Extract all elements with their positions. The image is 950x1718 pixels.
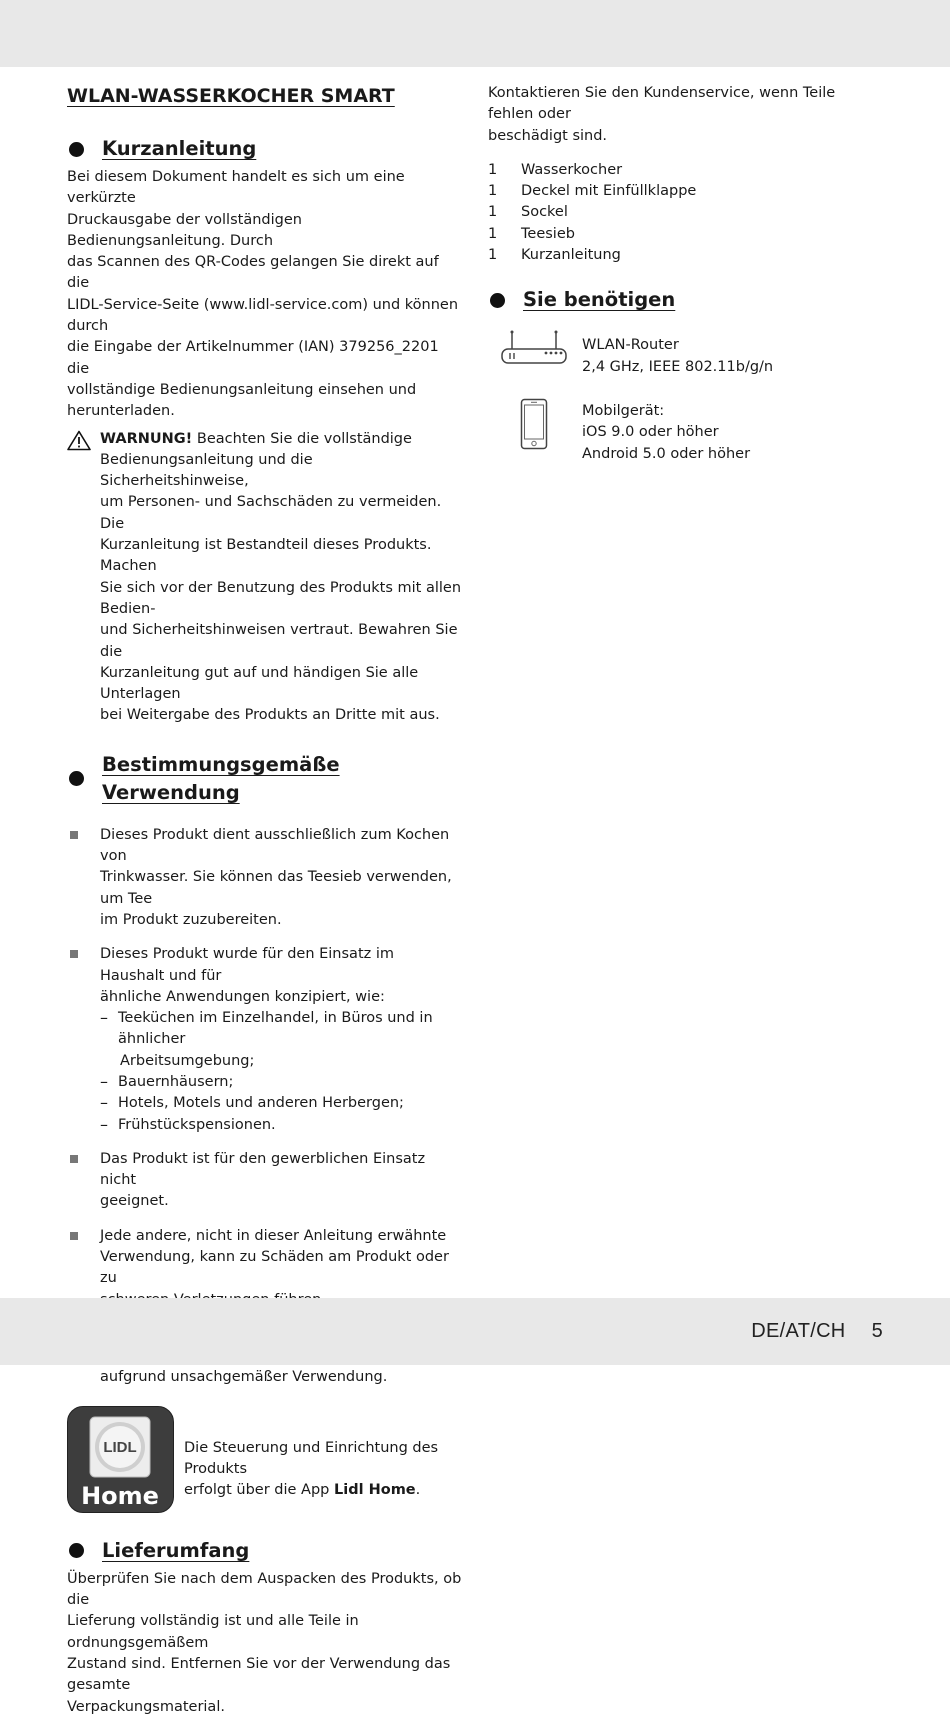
list-item [488,160,883,181]
region-label: DE/AT/CH [751,1320,846,1342]
delivery-list [488,160,883,266]
warning-block [67,429,462,727]
heading-text: Bestimmungsgemäße Verwendung [102,752,340,804]
text-line: Verpackungsmaterial. [67,1698,225,1715]
app-name: Lidl Home [333,1482,416,1499]
text-line: Lieferung vollständig ist und alle Teile in ordnungsgemäßem [67,1613,359,1651]
router-icon [500,329,568,371]
kurzanleitung-text [67,167,462,423]
page-number: 5 [871,1320,883,1342]
item-qty: 1 [488,161,498,178]
section-heading-benoetigen [488,286,883,314]
warning-line: und Sicherheitshinweisen vertraut. Bewahren Sie die [100,622,458,660]
text-line: LIDL-Service-Seite (www.lidl-service.com) und können durch [67,296,459,335]
item-qty: 1 [488,247,498,264]
list-item [488,202,883,223]
text-line: vollständige Bedienungsanleitung einsehen und herunterladen. [67,381,417,420]
item-qty: 1 [488,183,498,200]
text-line: Das Produkt ist für den gewerblichen Einsatz nicht [100,1150,426,1189]
square-bullet-icon [70,1232,78,1240]
text-line: Dieses Produkt wurde für den Einsatz im Haushalt und für [100,946,395,984]
item-name: Teesieb [521,225,575,242]
text-line [184,1480,474,1501]
lidl-home-app-icon [67,1406,174,1513]
item-name: Wasserkocher [521,161,623,178]
list-item [488,181,883,202]
text-line: Android 5.0 oder höher [582,445,751,462]
warning-line: um Personen- und Sachschäden zu vermeiden. Die [100,494,442,532]
right-column [488,83,883,465]
text-line: WLAN-Router [582,337,679,354]
bullet-dot-icon [69,771,84,786]
item-name: Kurzanleitung [521,247,621,264]
contact-text [488,83,883,147]
requirement-mobile [488,401,883,465]
page-footer [751,1320,883,1343]
text-line: Zustand sind. Entfernen Sie vor der Verwendung das gesamte [67,1656,451,1694]
item-qty: 1 [488,204,498,221]
warning-line: Kurzanleitung ist Bestandteil dieses Produkts. Machen [100,537,432,575]
text-line: die Eingabe der Artikelnummer (IAN) 379256_2201 die [67,339,439,377]
text-line: Bauernhäusern; [118,1073,234,1090]
text-span: . [415,1482,421,1499]
warning-first-text: Beachten Sie die vollständige [192,430,412,447]
text-line: iOS 9.0 oder höher [582,424,719,441]
heading-text: Sie benötigen [523,288,676,312]
item-qty: 1 [488,225,498,242]
warning-line: Bedienungsanleitung und die Sicherheitshinweise, [100,451,313,490]
text-line: das Scannen des QR-Codes gelangen Sie direkt auf die [67,254,439,292]
dash-item [100,1008,462,1072]
dash-mark: – [100,1093,108,1113]
text-line: Kontaktieren Sie den Kundenservice, wenn Teile fehlen oder [488,85,836,123]
text-line: aufgrund unsachgemäßer Verwendung. [100,1368,388,1385]
warning-line: Sie sich vor der Benutzung des Produkts mit allen Bedien- [100,579,462,617]
lidl-home-logo-icon [68,1407,173,1512]
text-line: Jede andere, nicht in dieser Anleitung erwähnte [100,1227,447,1244]
document-title: WLAN-WASSERKOCHER SMART [67,85,395,107]
dash-mark: – [100,1071,108,1091]
requirement-router [488,335,883,378]
text-line: ähnliche Anwendungen konzipiert, wie: [100,988,385,1005]
warning-line: bei Weitergabe des Produkts an Dritte mit aus. [100,707,440,724]
warning-triangle-icon [67,430,91,451]
item-name: Deckel mit Einfüllklappe [521,183,697,200]
text-line: Frühstückspensionen. [118,1116,276,1133]
list-item [488,224,883,245]
list-item [67,944,462,1136]
dash-mark: – [100,1114,108,1134]
text-line: Verwendung, kann zu Schäden am Produkt oder zu [100,1249,449,1287]
text-line: geeignet. [100,1193,169,1210]
item-name: Sockel [521,204,568,221]
header-band [0,0,950,67]
section-heading-kurzanleitung [67,135,462,163]
heading-text: Lieferumfang [102,1538,250,1562]
warning-line: Kurzanleitung gut auf und händigen Sie alle Unterlagen [100,664,419,703]
logo-home-text: Home [81,1481,159,1510]
warning-label: WARNUNG! [100,430,193,447]
square-bullet-icon [70,831,78,839]
text-span: erfolgt über die App [184,1482,334,1499]
text-line: Die Steuerung und Einrichtung des Produkts [184,1439,439,1478]
text-line: Bei diesem Dokument handelt es sich um eine verkürzte [67,169,405,207]
app-text [184,1438,474,1502]
text-line: Dieses Produkt dient ausschließlich zum Kochen von [100,826,450,865]
bullet-dot-icon [69,1543,84,1558]
text-line: Trinkwasser. Sie können das Teesieb verwenden, um Tee [100,869,452,907]
left-column [67,83,462,1718]
text-line: beschädigt sind. [488,127,608,144]
smartphone-icon [520,398,548,450]
warning-line [100,429,462,450]
dash-item [100,1072,462,1093]
text-line: Überprüfen Sie nach dem Auspacken des Produkts, ob die [67,1570,462,1609]
section-heading-lieferumfang [67,1537,462,1565]
list-item [67,1149,462,1213]
text-line: Hotels, Motels und anderen Herbergen; [118,1095,404,1112]
dash-mark: – [100,1008,108,1028]
text-line: Druckausgabe der vollständigen Bedienungsanleitung. Durch [67,211,302,249]
square-bullet-icon [70,950,78,958]
logo-brand-text: LIDL [103,1438,137,1456]
text-line: Mobilgerät: [582,402,665,419]
text-line: Teeküchen im Einzelhandel, in Büros und in ähnlicher [118,1010,433,1048]
dash-item [100,1093,462,1114]
dash-item [100,1115,462,1136]
section-heading-verwendung [67,751,462,807]
bullet-dot-icon [490,293,505,308]
text-line: im Produkt zuzubereiten. [100,911,282,928]
bullet-dot-icon [69,142,84,157]
lieferumfang-text [67,1569,462,1718]
list-item [488,245,883,266]
square-bullet-icon [70,1155,78,1163]
app-block [67,1406,462,1513]
heading-text: Kurzanleitung [102,137,257,160]
text-line: Arbeitsumgebung; [120,1052,255,1069]
list-item [67,825,462,931]
text-line: 2,4 GHz, IEEE 802.11b/g/n [582,358,774,375]
